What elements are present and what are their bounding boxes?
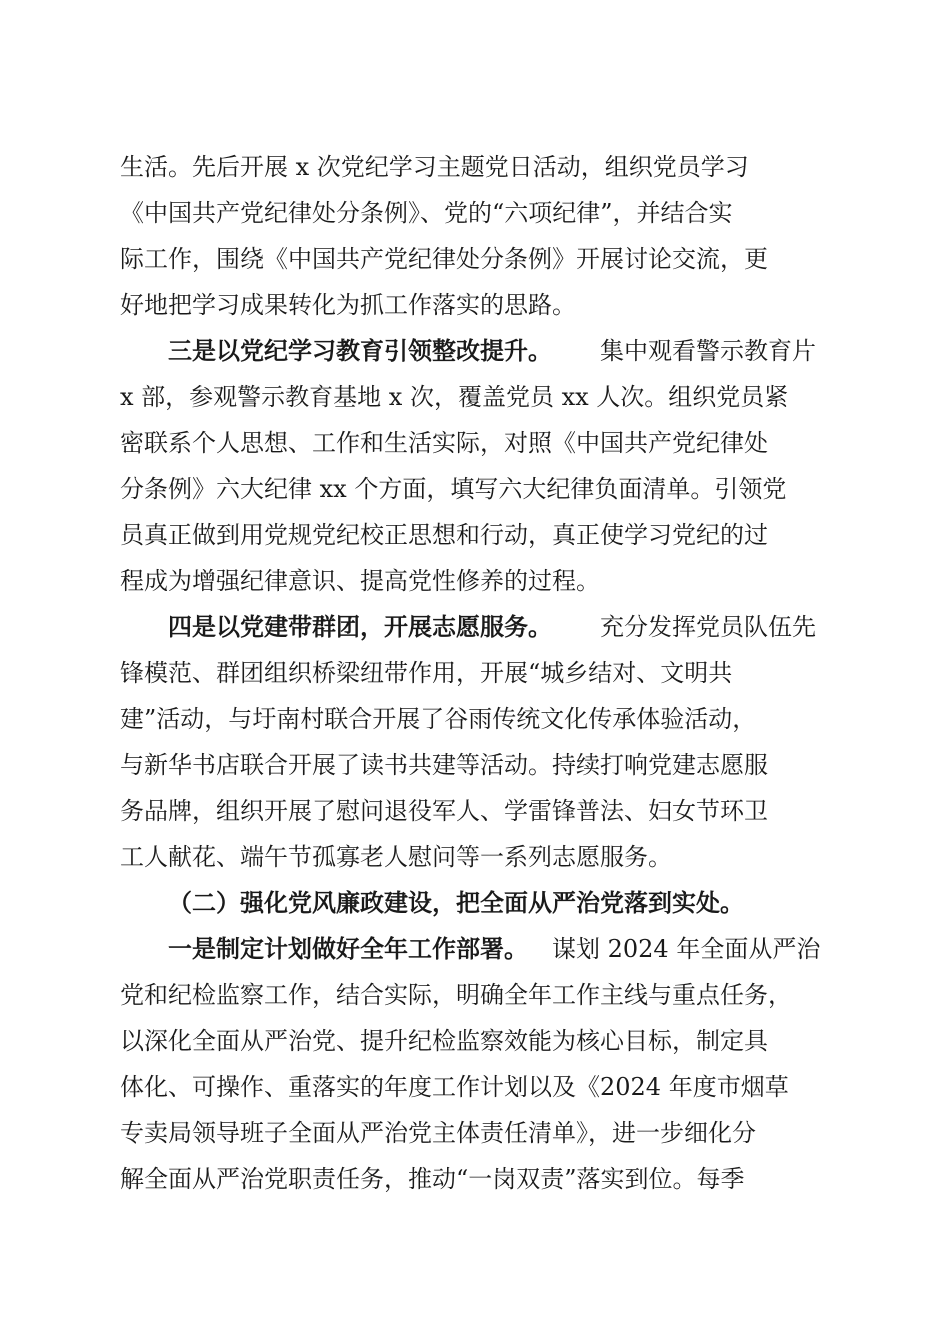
line-text: 与新华书店联合开展了读书共建等活动。持续打响党建志愿服 — [120, 751, 768, 779]
text-line — [0, 1064, 950, 1110]
text-line — [0, 282, 950, 328]
line-text: 务品牌，组织开展了慰问退役军人、学雷锋普法、妇女节环卫 — [120, 797, 768, 825]
text-line — [0, 1018, 950, 1064]
line-text: 解全面从严治党职责任务，推动“一岗双责”落实到位。每季 — [120, 1165, 745, 1193]
text-line — [0, 604, 950, 650]
text-line — [0, 328, 950, 374]
line-text: 分条例》六大纪律 xx 个方面，填写六大纪律负面清单。引领党 — [120, 475, 787, 503]
text-line — [0, 788, 950, 834]
text-line — [0, 1156, 950, 1202]
text-line — [0, 190, 950, 236]
text-line — [0, 466, 950, 512]
section-heading: （二）强化党风廉政建设，把全面从严治党落到实处。 — [168, 888, 744, 917]
line-text: 党和纪检监察工作，结合实际，明确全年工作主线与重点任务， — [120, 981, 792, 1009]
line-text: 《中国共产党纪律处分条例》、党的“六项纪律”，并结合实 — [120, 199, 733, 227]
text-line — [0, 144, 950, 190]
paragraph-heading: 三是以党纪学习教育引领整改提升。 — [168, 336, 552, 365]
line-text: 锋模范、群团组织桥梁纽带作用，开展“城乡结对、文明共 — [120, 659, 733, 687]
text-line — [0, 650, 950, 696]
line-text: 员真正做到用党规党纪校正思想和行动，真正使学习党纪的过 — [120, 521, 768, 549]
text-line — [0, 558, 950, 604]
line-text: 以深化全面从严治党、提升纪检监察效能为核心目标，制定具 — [120, 1027, 768, 1055]
text-line — [0, 236, 950, 282]
line-text: 密联系个人思想、工作和生活实际，对照《中国共产党纪律处 — [120, 429, 768, 457]
line-text: 专卖局领导班子全面从严治党主体责任清单》，进一步细化分 — [120, 1119, 756, 1147]
line-text: 集中观看警示教育片 — [600, 337, 816, 365]
line-text: 谋划 2024 年全面从严治 — [552, 935, 821, 963]
text-line — [0, 742, 950, 788]
section-heading-line — [0, 880, 950, 926]
text-line — [0, 420, 950, 466]
text-line — [0, 834, 950, 880]
line-text: 充分发挥党员队伍先 — [600, 613, 816, 641]
line-text: x 部，参观警示教育基地 x 次，覆盖党员 xx 人次。组织党员紧 — [120, 383, 789, 411]
paragraph-heading: 四是以党建带群团，开展志愿服务。 — [168, 612, 552, 641]
line-text: 体化、可操作、重落实的年度工作计划以及《2024 年度市烟草 — [120, 1073, 789, 1101]
paragraph-heading: 一是制定计划做好全年工作部署。 — [168, 934, 528, 963]
text-line — [0, 696, 950, 742]
text-line — [0, 972, 950, 1018]
line-text: 际工作，围绕《中国共产党纪律处分条例》开展讨论交流，更 — [120, 245, 768, 273]
line-text: 好地把学习成果转化为抓工作落实的思路。 — [120, 291, 576, 319]
text-line — [0, 1110, 950, 1156]
line-text: 建”活动，与圩南村联合开展了谷雨传统文化传承体验活动， — [120, 705, 757, 733]
line-text: 程成为增强纪律意识、提高党性修养的过程。 — [120, 567, 600, 595]
text-line — [0, 926, 950, 972]
text-line — [0, 374, 950, 420]
line-text: 工人献花、端午节孤寡老人慰问等一系列志愿服务。 — [120, 843, 672, 871]
line-text: 生活。先后开展 x 次党纪学习主题党日活动，组织党员学习 — [120, 153, 749, 181]
text-line — [0, 512, 950, 558]
